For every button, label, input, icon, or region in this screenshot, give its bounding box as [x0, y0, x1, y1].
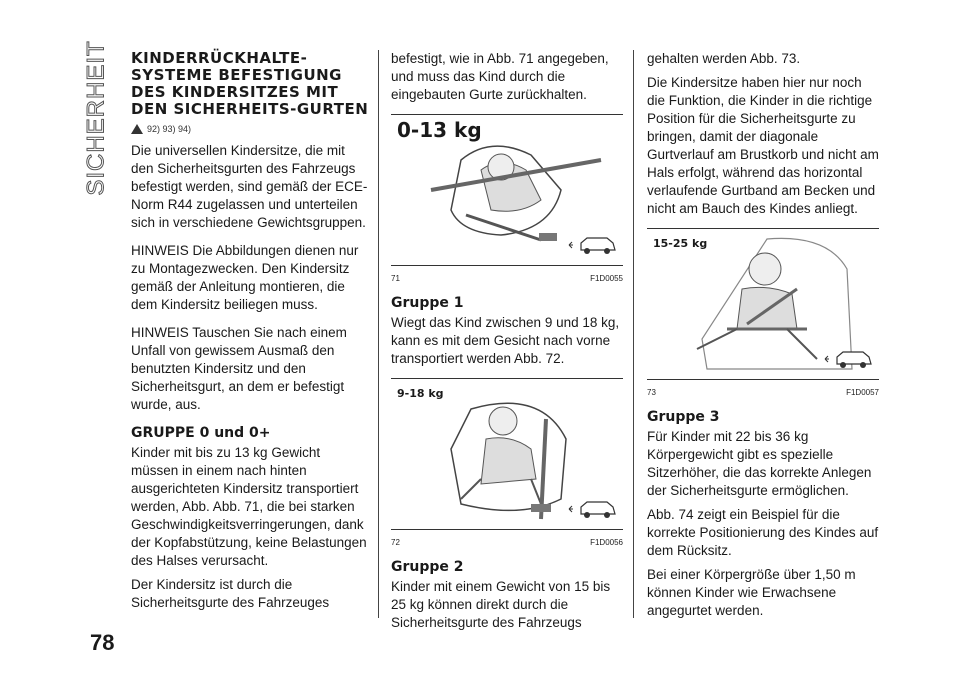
page-number: 78: [90, 630, 115, 655]
warning-refs-text: 92) 93) 94): [147, 124, 192, 134]
paragraph: Bei einer Körpergröße über 1,50 m können Kinder wie Erwachsene angegurtet werden.: [647, 567, 856, 618]
figure-code: F1D0055: [590, 274, 623, 283]
section-tab: [83, 40, 111, 196]
column-divider: [633, 50, 634, 618]
figure-number: 71: [391, 274, 400, 283]
subheading: Gruppe 1: [391, 295, 464, 311]
figure-caption: [391, 270, 623, 288]
paragraph: Wiegt das Kind zwischen 9 und 18 kg, kann es mit dem Gesicht nach vorne transportiert werden Abb. 72.: [391, 315, 620, 366]
figure-71: [391, 114, 623, 266]
paragraph: Für Kinder mit 22 bis 36 kg Körpergewicht gibt es spezielle Sitzerhöher, die das korrekte Anlegen der Sicherheitsgurte ermöglichen.: [647, 429, 872, 498]
section-heading: KINDERRÜCKHALTE-SYSTEME BEFESTIGUNG DES KINDERSITZES MIT DEN SICHERHEITS-GURTEN: [131, 49, 369, 118]
note-paragraph: HINWEIS Tauschen Sie nach einem Unfall von gewissem Ausmaß den benutzten Kindersitz und den Sicherheitsgurt, an dem er befestigt wurde, aus.: [131, 325, 347, 412]
figure-weight-label: 0-13 kg: [397, 118, 482, 142]
paragraph: Kinder mit bis zu 13 kg Gewicht müssen in einem nach hinten ausgerichteten Kindersitz transportiert werden, Abb. Abb. 71, die bei starken Geschwindigkeitsverringerungen, dank der Kopfabstützung, keine Belastungen des Halses verursacht.: [131, 445, 367, 568]
paragraph: befestigt, wie in Abb. 71 angegeben, und muss das Kind durch die eingebauten Gurte zurückhalten.: [391, 51, 609, 102]
figure-73: [647, 228, 879, 380]
figure-caption: [647, 384, 879, 402]
column-1: [131, 50, 371, 622]
warning-refs: [131, 120, 371, 138]
paragraph: gehalten werden Abb. 73.: [647, 51, 801, 66]
figure-weight-label: 9-18 kg: [397, 387, 444, 400]
subheading: Gruppe 3: [647, 409, 720, 425]
paragraph: Die universellen Kindersitze, die mit den Sicherheitsgurten des Fahrzeugs befestigt werden, sind gemäß der ECE-Norm R44 zugelassen und unterteilen sich in verschiedene Gewichtsgruppen.: [131, 143, 368, 230]
figure-weight-label: 15-25 kg: [653, 237, 708, 250]
paragraph: Der Kindersitz ist durch die Sicherheitsgurte des Fahrzeuges: [131, 577, 330, 610]
paragraph: Kinder mit einem Gewicht von 15 bis 25 kg können direkt durch die Sicherheitsgurte des Fahrzeugs: [391, 579, 611, 630]
column-3: [647, 50, 879, 630]
column-divider: [378, 50, 379, 618]
figure-caption: [391, 534, 623, 552]
paragraph: Abb. 74 zeigt ein Beispiel für die korrekte Positionierung des Kindes auf dem Rücksitz.: [647, 507, 879, 558]
figure-number: 73: [647, 388, 656, 397]
subheading: Gruppe 2: [391, 559, 464, 575]
warning-triangle-icon: [131, 124, 143, 134]
paragraph: Die Kindersitze haben hier nur noch die Funktion, die Kinder in die richtige Position für die Sicherheitsgurte zu bringen, damit der diagonale Gurtverlauf am Brustkorb und nicht am Hals erfolgt, während das horizontal verlaufende Gurtband am Becken und nicht am Bauch des Kindes anliegt.: [647, 75, 879, 216]
figure-code: F1D0057: [846, 388, 879, 397]
figure-code: F1D0056: [590, 538, 623, 547]
column-2: [391, 50, 623, 642]
subheading: GRUPPE 0 und 0+: [131, 425, 271, 441]
car-icon: [823, 349, 873, 371]
section-tab-label: SICHERHEIT: [83, 40, 111, 196]
car-icon: [567, 235, 617, 257]
figure-72: [391, 378, 623, 530]
figure-number: 72: [391, 538, 400, 547]
note-paragraph: HINWEIS Die Abbildungen dienen nur zu Montagezwecken. Den Kindersitz gemäß der Anleitung montieren, die dem Kindersitz beiliegen muss.: [131, 243, 359, 312]
car-icon: [567, 499, 617, 521]
